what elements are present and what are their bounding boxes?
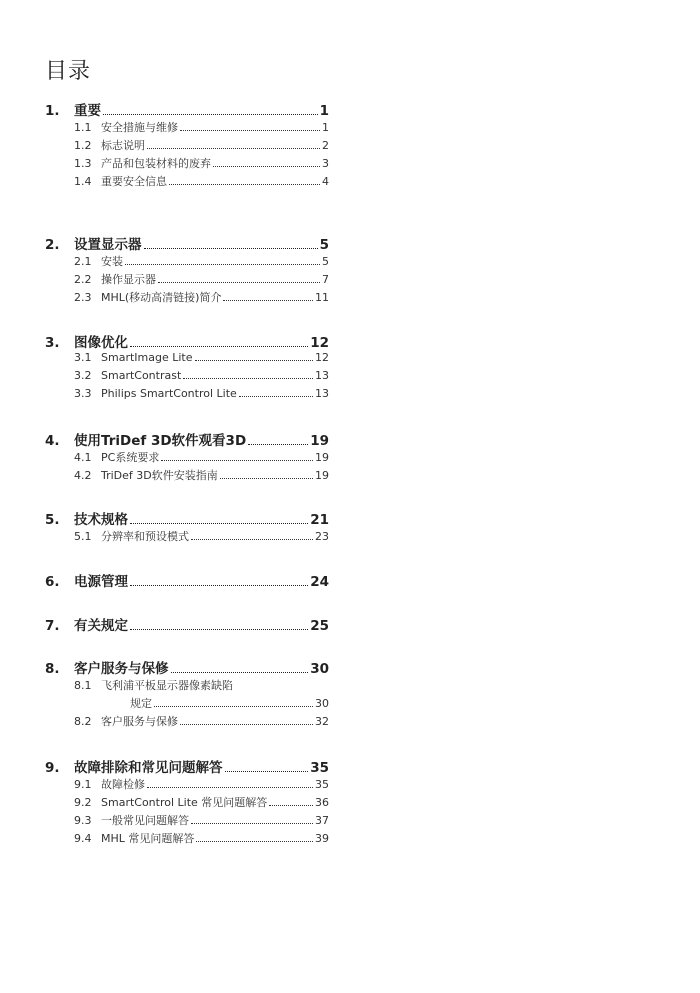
sub-page: 35 [315,778,329,791]
dot-leader [130,346,308,347]
sub-title: MHL(移动高清链接)简介 [101,291,222,304]
toc-chapter-entry[interactable] [45,614,329,634]
dot-leader [191,823,313,824]
sub-number: 2.3 [74,291,92,304]
dot-leader [223,300,313,301]
dot-leader [180,724,313,725]
sub-page: 7 [322,273,329,286]
toc-section [45,99,329,191]
toc-sub-entry[interactable] [45,253,329,271]
sub-page: 2 [322,139,329,152]
toc-chapter-entry[interactable] [45,756,329,776]
dot-leader [147,787,313,788]
toc-section [45,570,329,590]
dot-leader [130,585,308,586]
dot-leader [130,523,308,524]
sub-number: 2.1 [74,255,92,268]
toc-sub-entry[interactable] [45,528,329,546]
dot-leader [171,672,309,673]
chapter-page: 25 [310,618,329,634]
toc-sub-entry[interactable] [45,467,329,485]
sub-title: TriDef 3D软件安装指南 [101,469,218,482]
toc-chapter-entry[interactable] [45,331,329,351]
toc-section [45,508,329,546]
chapter-number: 5. [45,512,60,528]
sub-number: 9.3 [74,814,92,827]
toc-sub-entry[interactable] [45,812,329,830]
dot-leader [195,360,314,361]
sub-title: 重要安全信息 [101,175,167,188]
sub-page: 12 [315,351,329,364]
dot-leader [161,460,313,461]
sub-title: 分辨率和预设模式 [101,530,189,543]
toc-chapter-entry[interactable] [45,570,329,590]
dot-leader [169,184,320,185]
dot-leader [269,805,313,806]
toc-sub-entry[interactable] [45,155,329,173]
sub-title: 客户服务与保修 [101,715,178,728]
chapter-number: 7. [45,618,60,634]
sub-number: 1.4 [74,175,92,188]
dot-leader [144,248,318,249]
toc-sub-entry[interactable] [45,119,329,137]
chapter-title: 使用TriDef 3D软件观看3D [74,433,247,449]
chapter-page: 1 [319,103,329,119]
sub-title: 故障检修 [101,778,145,791]
dot-leader [248,444,308,445]
chapter-number: 2. [45,237,60,253]
toc-sub-entry[interactable] [45,369,329,387]
chapter-title: 设置显示器 [74,237,142,253]
toc-sub-entry[interactable] [45,137,329,155]
sub-number: 9.2 [74,796,92,809]
chapter-page: 12 [310,335,329,351]
sub-number: 2.2 [74,273,92,286]
chapter-title: 重要 [74,103,101,119]
sub-title-continued: 规定 [130,697,152,710]
dot-leader [158,282,320,283]
chapter-number: 9. [45,760,60,776]
sub-title: 安装 [101,255,123,268]
sub-title: SmartControl Lite 常见问题解答 [101,796,268,809]
dot-leader [154,706,313,707]
sub-page: 3 [322,157,329,170]
sub-page: 37 [315,814,329,827]
sub-page: 13 [315,387,329,400]
toc-section [45,756,329,848]
page-title: 目录 [45,59,92,84]
sub-number: 3.2 [74,369,92,382]
toc-sub-entry[interactable] [45,173,329,191]
toc-chapter-entry[interactable] [45,99,329,119]
toc-chapter-entry[interactable] [45,657,329,677]
sub-number: 1.2 [74,139,92,152]
chapter-number: 6. [45,574,60,590]
sub-number: 4.1 [74,451,92,464]
chapter-page: 21 [310,512,329,528]
toc-sub-entry[interactable] [45,351,329,369]
sub-number: 3.3 [74,387,92,400]
sub-page: 23 [315,530,329,543]
toc-sub-entry[interactable] [45,713,329,731]
chapter-title: 技术规格 [74,512,128,528]
dot-leader [220,478,313,479]
toc-section [45,233,329,307]
chapter-number: 1. [45,103,60,119]
toc-sub-entry[interactable] [45,794,329,812]
sub-page: 11 [315,291,329,304]
dot-leader [213,166,320,167]
sub-page: 4 [322,175,329,188]
sub-number: 1.3 [74,157,92,170]
sub-page: 39 [315,832,329,845]
toc-sub-entry[interactable] [45,289,329,307]
chapter-page: 30 [310,661,329,677]
toc-sub-entry[interactable] [45,830,329,848]
dot-leader [196,841,313,842]
chapter-title: 电源管理 [74,574,128,590]
sub-page: 13 [315,369,329,382]
sub-title: 操作显示器 [101,273,156,286]
sub-title: 标志说明 [101,139,145,152]
sub-number: 9.4 [74,832,92,845]
dot-leader [130,629,308,630]
sub-page: 36 [315,796,329,809]
chapter-title: 有关规定 [74,618,128,634]
sub-page: 5 [322,255,329,268]
dot-leader [125,264,320,265]
chapter-page: 24 [310,574,329,590]
dot-leader [147,148,320,149]
sub-number: 9.1 [74,778,92,791]
sub-title: 安全措施与维修 [101,121,178,134]
sub-number: 8.2 [74,715,92,728]
sub-page: 19 [315,469,329,482]
sub-title: 一般常见问题解答 [101,814,189,827]
sub-title: SmartImage Lite [101,351,193,364]
sub-title: 产品和包装材料的废弃 [101,157,211,170]
chapter-page: 19 [310,433,329,449]
dot-leader [225,771,309,772]
chapter-number: 3. [45,335,60,351]
chapter-page: 35 [310,760,329,776]
chapter-page: 5 [319,237,329,253]
toc-section [45,331,329,405]
toc-section [45,429,329,485]
toc-sub-entry[interactable] [45,271,329,289]
toc-chapter-entry[interactable] [45,233,329,253]
toc-sub-entry[interactable] [45,387,329,405]
sub-page: 32 [315,715,329,728]
sub-title: SmartContrast [101,369,182,382]
dot-leader [180,130,320,131]
sub-number: 8.1 [74,679,92,692]
toc-sub-entry[interactable] [45,677,329,695]
toc-sub-entry[interactable] [45,776,329,794]
toc-section [45,657,329,731]
dot-leader [191,539,313,540]
dot-leader [103,114,318,115]
chapter-title: 故障排除和常见问题解答 [74,760,223,776]
sub-number: 5.1 [74,530,92,543]
dot-leader [183,378,313,379]
toc-chapter-entry[interactable] [45,508,329,528]
sub-page: 30 [315,697,329,710]
sub-title: MHL 常见问题解答 [101,832,195,845]
sub-number: 4.2 [74,469,92,482]
sub-title: 飞利浦平板显示器像素缺陷 [101,679,233,692]
sub-page: 19 [315,451,329,464]
chapter-title: 图像优化 [74,335,128,351]
toc-chapter-entry[interactable] [45,429,329,449]
sub-number: 1.1 [74,121,92,134]
sub-title: Philips SmartControl Lite [101,387,237,400]
chapter-number: 4. [45,433,60,449]
chapter-number: 8. [45,661,60,677]
sub-title: PC系统要求 [101,451,160,464]
toc-sub-entry[interactable] [45,449,329,467]
sub-number: 3.1 [74,351,92,364]
dot-leader [239,396,313,397]
toc-section [45,614,329,634]
sub-page: 1 [322,121,329,134]
toc-sub-entry-continued[interactable] [45,695,329,713]
chapter-title: 客户服务与保修 [74,661,169,677]
